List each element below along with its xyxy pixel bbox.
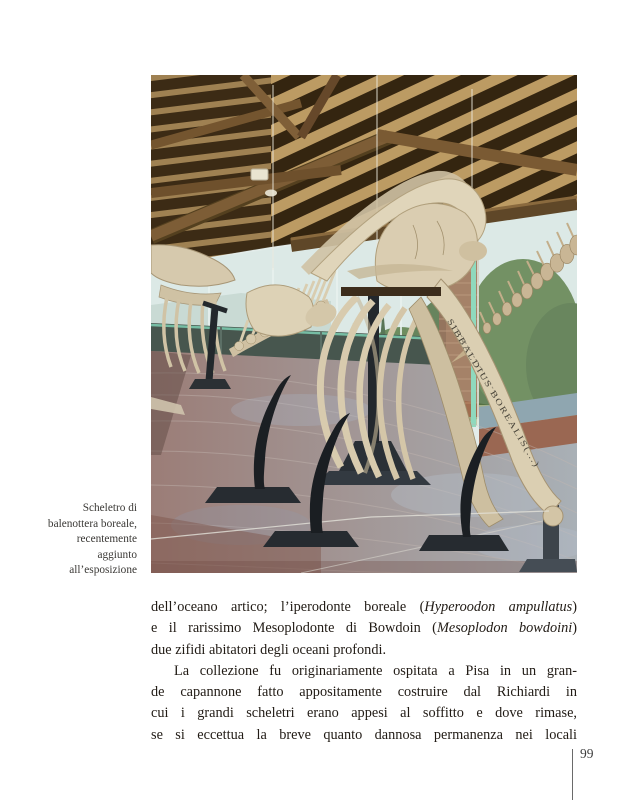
photo-caption <box>18 501 137 579</box>
caption-line: recentemente <box>76 533 137 545</box>
body-text-line: se si eccettua la breve quanto dannosa permanenza nei locali <box>151 726 577 743</box>
museum-photo <box>151 75 577 573</box>
body-text-line: de capannone fatto appositamente costruire dal Richiardi in <box>151 684 577 701</box>
body-text <box>151 597 577 746</box>
page-number: 99 <box>580 746 594 761</box>
caption-line: Scheletro di <box>82 502 137 514</box>
mount-crossbar <box>341 287 441 296</box>
folio-rule <box>572 749 573 800</box>
caption-line: balenottera boreale, <box>47 517 137 530</box>
body-text-line: due zifidi abitatori degli oceani profondi. <box>151 641 387 658</box>
museum-photo-art <box>151 75 577 573</box>
body-text-line: La collezione fu originariamente ospitata a Pisa in un gran- <box>174 662 577 679</box>
caption-line: aggiunto <box>97 548 137 561</box>
body-text-line: dell’oceano artico; l’iperodonte boreale (Hyperoodon ampullatus) <box>151 599 577 615</box>
bone-inscription: SIBBALDIUS BOREALIS(...) <box>445 316 524 439</box>
body-text-line: cui i grandi scheletri erano appesi al soffitto e dove rimase, <box>151 705 577 722</box>
junction-box <box>251 169 268 180</box>
caption-line: all’esposizione <box>69 564 137 576</box>
body-text-line: e il rarissimo Mesoplodonte di Bowdoin (Mesoplodon bowdoini) <box>151 620 577 637</box>
